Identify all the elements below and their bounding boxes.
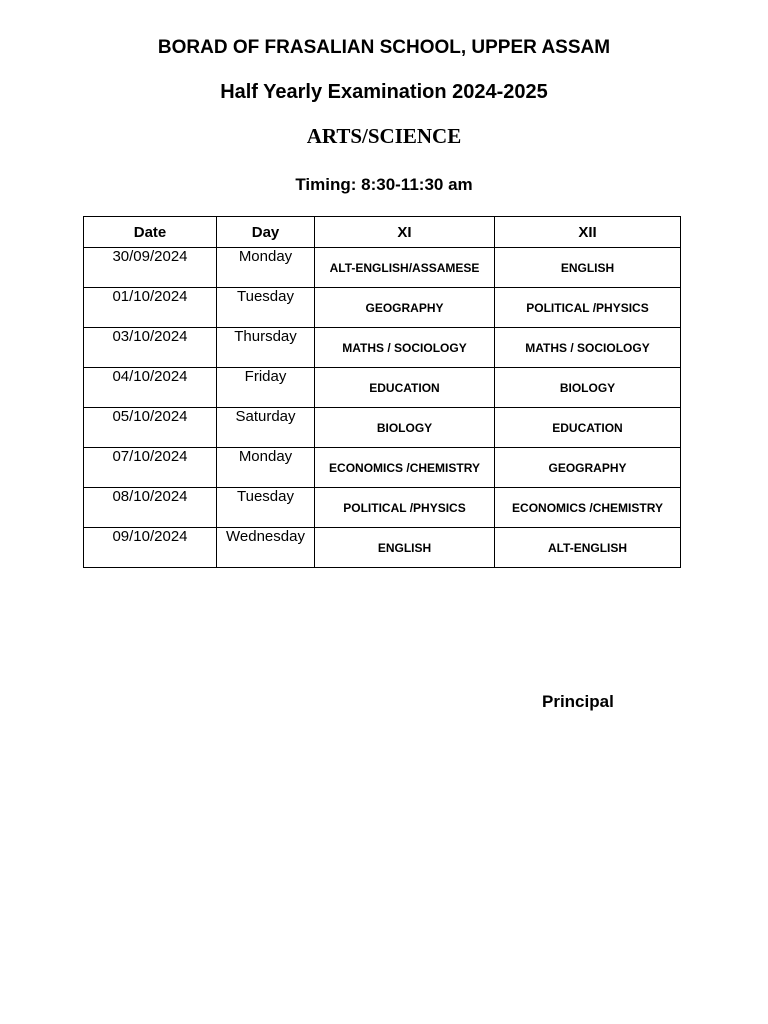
- cell-xii-subject: EDUCATION: [495, 408, 681, 448]
- table-row: [84, 288, 681, 328]
- cell-day: Friday: [217, 368, 315, 408]
- header-xi: XI: [315, 217, 495, 248]
- table-row: [84, 488, 681, 528]
- cell-date: 07/10/2024: [84, 448, 217, 488]
- table-body: [84, 248, 681, 568]
- header-xii: XII: [495, 217, 681, 248]
- principal-signature-label: Principal: [542, 692, 614, 711]
- cell-xi-subject: BIOLOGY: [315, 408, 495, 448]
- cell-day: Saturday: [217, 408, 315, 448]
- cell-day: Tuesday: [217, 288, 315, 328]
- table-row: [84, 448, 681, 488]
- cell-date: 01/10/2024: [84, 288, 217, 328]
- table-header: [84, 217, 681, 248]
- cell-day: Tuesday: [217, 488, 315, 528]
- cell-day: Monday: [217, 448, 315, 488]
- cell-xii-subject: ALT-ENGLISH: [495, 528, 681, 568]
- cell-date: 30/09/2024: [84, 248, 217, 288]
- table-row: [84, 368, 681, 408]
- cell-xii-subject: MATHS / SOCIOLOGY: [495, 328, 681, 368]
- cell-date: 05/10/2024: [84, 408, 217, 448]
- cell-xi-subject: GEOGRAPHY: [315, 288, 495, 328]
- cell-date: 09/10/2024: [84, 528, 217, 568]
- header-date: Date: [84, 217, 217, 248]
- cell-xi-subject: ECONOMICS /CHEMISTRY: [315, 448, 495, 488]
- stream-title: ARTS/SCIENCE: [306, 124, 462, 148]
- header-row: [84, 217, 681, 248]
- cell-day: Thursday: [217, 328, 315, 368]
- cell-date: 04/10/2024: [84, 368, 217, 408]
- exam-title: Half Yearly Examination 2024-2025: [220, 81, 548, 103]
- cell-day: Wednesday: [217, 528, 315, 568]
- cell-date: 08/10/2024: [84, 488, 217, 528]
- exam-timing: Timing: 8:30-11:30 am: [295, 175, 473, 194]
- cell-day: Monday: [217, 248, 315, 288]
- table-row: [84, 248, 681, 288]
- school-name: BORAD OF FRASALIAN SCHOOL, UPPER ASSAM: [157, 37, 611, 58]
- cell-xii-subject: ECONOMICS /CHEMISTRY: [495, 488, 681, 528]
- cell-xi-subject: EDUCATION: [315, 368, 495, 408]
- cell-xi-subject: POLITICAL /PHYSICS: [315, 488, 495, 528]
- cell-xii-subject: ENGLISH: [495, 248, 681, 288]
- cell-xi-subject: ALT-ENGLISH/ASSAMESE: [315, 248, 495, 288]
- table-row: [84, 328, 681, 368]
- table-row: [84, 408, 681, 448]
- exam-schedule-table: [83, 216, 681, 568]
- cell-xii-subject: POLITICAL /PHYSICS: [495, 288, 681, 328]
- cell-xi-subject: MATHS / SOCIOLOGY: [315, 328, 495, 368]
- cell-xii-subject: GEOGRAPHY: [495, 448, 681, 488]
- cell-xi-subject: ENGLISH: [315, 528, 495, 568]
- table-row: [84, 528, 681, 568]
- header-day: Day: [217, 217, 315, 248]
- cell-xii-subject: BIOLOGY: [495, 368, 681, 408]
- cell-date: 03/10/2024: [84, 328, 217, 368]
